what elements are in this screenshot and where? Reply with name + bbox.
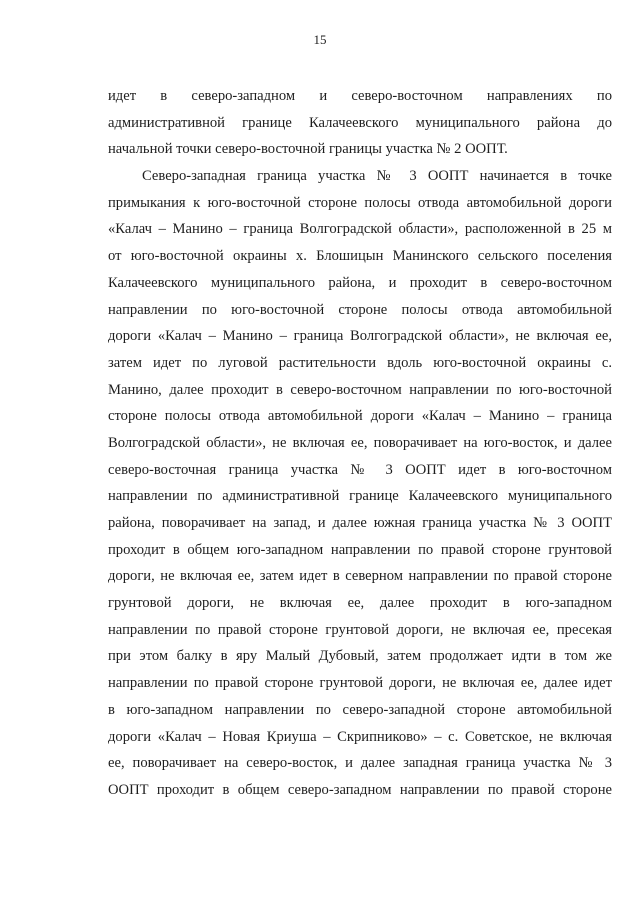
paragraph-section-3-boundary xyxy=(108,163,612,804)
text-line: идет в северо-западном и северо-восточном направлениях по xyxy=(108,88,612,104)
text-line: направлении по юго-восточной стороне полосы отвода автомобильной xyxy=(108,301,612,318)
text-line: от юго-восточной окраины х. Блошицын Манинского сельского поселения xyxy=(108,248,612,265)
text-line: Волгоградской области», не включая ее, поворачивает на юго-восток, и далее xyxy=(108,434,612,451)
text-line: проходит в общем юго-западном направлении по правой стороне грунтовой xyxy=(108,541,612,558)
text-line: затем идет по луговой растительности вдоль юго-восточной окраины с. xyxy=(108,354,612,371)
text-line: в юго-западном направлении по северо-западной стороне автомобильной xyxy=(108,701,612,718)
text-line: начальной точки северо-восточной границы участка № 2 ООПТ. xyxy=(108,141,508,158)
text-line: Манино, далее проходит в северо-восточном направлении по юго-восточной xyxy=(108,381,612,398)
document-body xyxy=(108,83,612,804)
text-line: Северо-западная граница участка № 3 ООПТ начинается в точке xyxy=(142,168,612,185)
text-line: северо-восточная граница участка № 3 ООПТ идет в юго-восточном xyxy=(108,461,612,478)
text-line: Калачеевского муниципального района, и проходит в северо-восточном xyxy=(108,274,612,291)
text-line: направлении по правой стороне грунтовой дороги, не включая ее, далее идет xyxy=(108,675,612,692)
text-line: стороне полосы отвода автомобильной дороги «Калач – Манино – граница xyxy=(108,408,612,425)
text-line: административной границе Калачеевского муниципального района до xyxy=(108,114,612,131)
page-number: 15 xyxy=(313,32,327,47)
text-line: «Калач – Манино – граница Волгоградской области», расположенной в 25 м xyxy=(108,221,612,238)
text-line: ООПТ проходит в общем северо-западном направлении по правой стороне xyxy=(108,781,612,798)
text-line: дороги «Калач – Манино – граница Волгоградской области», не включая ее, xyxy=(108,328,612,345)
text-line: дороги «Калач – Новая Криуша – Скрипниково» – с. Советское, не включая xyxy=(108,728,612,745)
text-line: при этом балку в яру Малый Дубовый, затем продолжает идти в том же xyxy=(108,648,612,665)
text-line: направлении по правой стороне грунтовой дороги, не включая ее, пресекая xyxy=(108,621,612,638)
text-line: примыкания к юго-восточной стороне полосы отвода автомобильной дороги xyxy=(108,194,612,211)
text-line: дороги, не включая ее, затем идет в северном направлении по правой стороне xyxy=(108,568,612,585)
text-line: района, поворачивает на запад, и далее южная граница участка № 3 ООПТ xyxy=(108,515,612,531)
paragraph-continuation xyxy=(108,83,612,163)
text-line: ее, поворачивает на северо-восток, и далее западная граница участка № 3 xyxy=(108,755,612,772)
text-line: направлении по административной границе Калачеевского муниципального xyxy=(108,488,612,505)
text-line: грунтовой дороги, не включая ее, далее проходит в юго-западном xyxy=(108,595,612,612)
